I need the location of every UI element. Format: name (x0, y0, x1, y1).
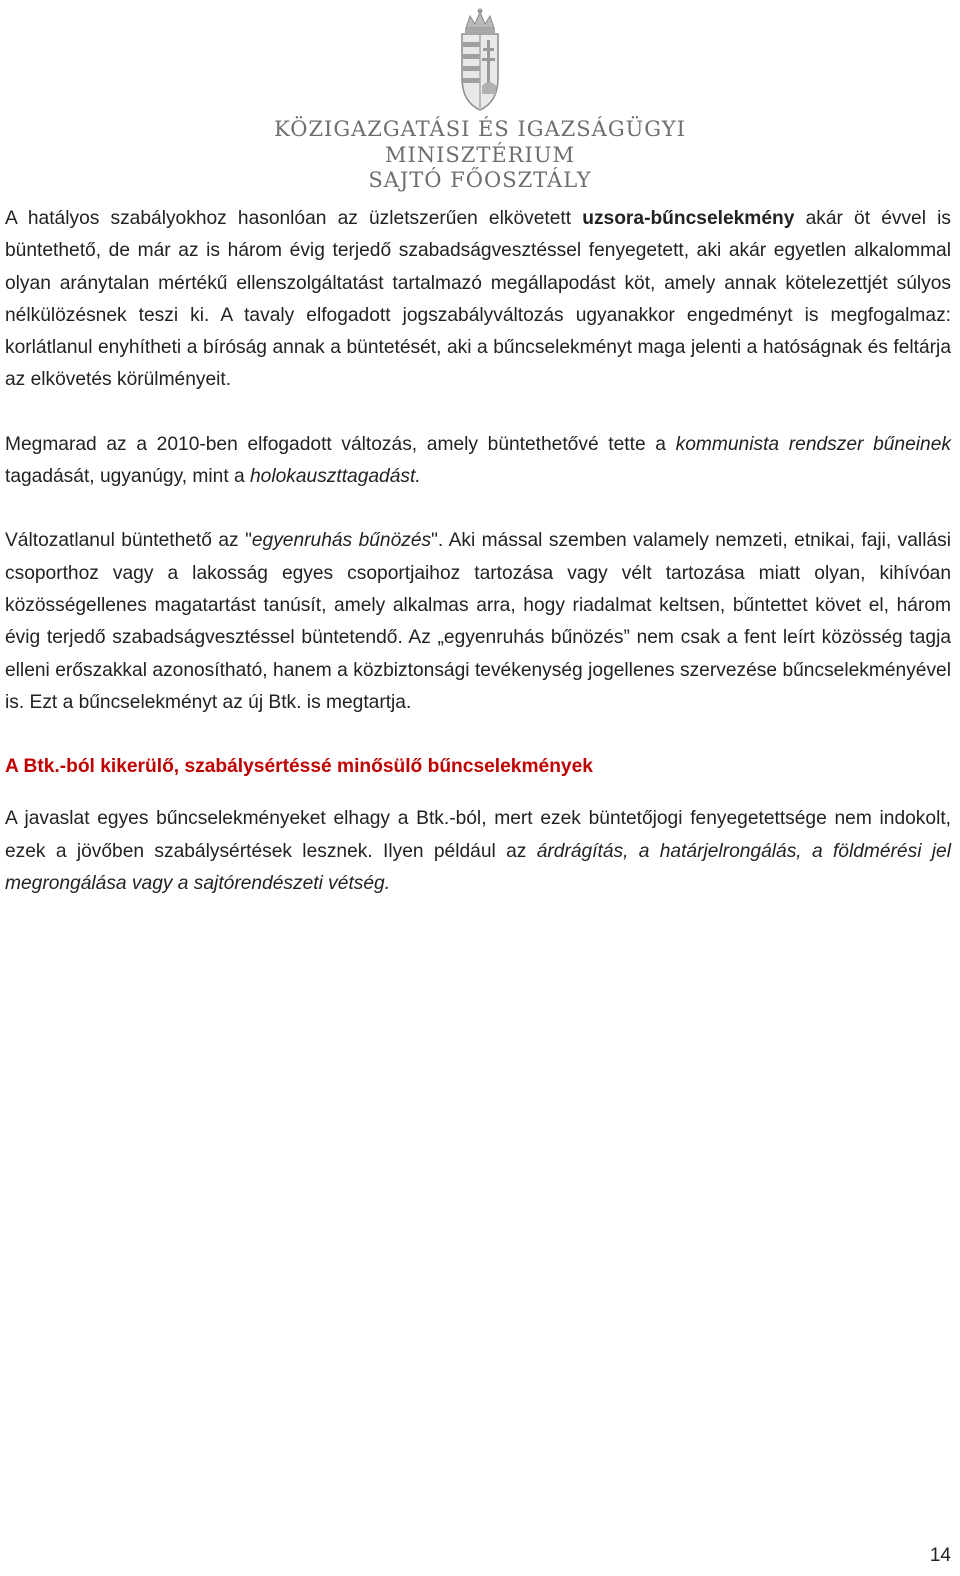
hungarian-coat-of-arms-icon (452, 6, 508, 114)
press-department-line: SAJTÓ FŐOSZTÁLY (368, 168, 592, 192)
section-heading: A Btk.-ból kikerülő, szabálysértéssé minősülő bűncselekmények (5, 756, 593, 778)
ministry-name-line2: MINISZTÉRIUM (384, 143, 576, 167)
paragraph-usury: A hatályos szabályokhoz hasonlóan az üzletszerűen elkövetett uzsora-bűncselekmény akár öt évvel is büntethető, de már az is három évig terjedő szabadságvesztéssel fenyegetett, aki akár egyetlen alkalommal olyan aránytalan mértékű ellenszolgáltatást tartalmazó megállapodást köt, amely annak kötelezettjét súlyos nélkülözésnek teszi ki. A tavaly elfogadott jogszabályváltozás ugyanakkor engedményt is megfogalmaz: korlátlanul enyhítheti a bíróság annak a büntetését, aki a bűncselekményt maga jelenti a hatóságnak és feltárja az elkövetés körülményeit. (5, 208, 951, 391)
ministry-name-line1: KÖZIGAZGATÁSI ÉS IGAZSÁGÜGYI (274, 117, 686, 141)
paragraph-removed-crimes: A javaslat egyes bűncselekményeket elhagy a Btk.-ból, mert ezek büntetőjogi fenyegetettsége nem indokolt, ezek a jövőben szabálysértések lesznek. Ilyen például az árdrágítás, a határjelrongálás, a földmérési jel megrongálása vagy a sajtórendészeti vétség. (5, 808, 951, 895)
page-header (0, 0, 960, 200)
page-number: 14 (929, 1545, 951, 1566)
uniformed-crime-term: egyenruhás bűnözés (251, 530, 432, 552)
paragraph-uniformed-crime: Változatlanul büntethető az "egyenruhás bűnözés". Aki mással szemben valamely nemzeti, etnikai, faji, vallási csoporthoz vagy a lakosság egyes csoportjaihoz tartozása vagy vélt tartozása miatt olyan, kihívóan közösségellenes magatartást tanúsít, amely alkalmas arra, hogy riadalmat keltsen, bűntettet követ el, három évig terjedő szabadságvesztéssel büntetendő. Az „egyenruhás bűnözés” nem csak a fent leírt közösség tagja elleni erőszakkal azonosítható, hanem a közbiztonsági tevékenység jogellenes szervezése bűncselekményével is. Ezt a bűncselekményt az új Btk. is megtartja. (5, 530, 951, 713)
usury-crime-term: uzsora-bűncselekmény (582, 208, 795, 229)
paragraph-communist-crimes: Megmarad az a 2010-ben elfogadott változás, amely büntethetővé tette a kommunista rendszer bűneinek tagadását, ugyanúgy, mint a holokauszttagadást. (5, 433, 951, 488)
document-body (5, 203, 951, 900)
communist-crimes-term: kommunista rendszer bűneinek (675, 433, 951, 455)
holocaust-denial-term: holokauszttagadást. (249, 466, 421, 488)
removed-crimes-list: árdrágítás, a határjelrongálás, a földmérési jel megrongálása vagy a sajtórendészeti vétség. (5, 840, 951, 895)
